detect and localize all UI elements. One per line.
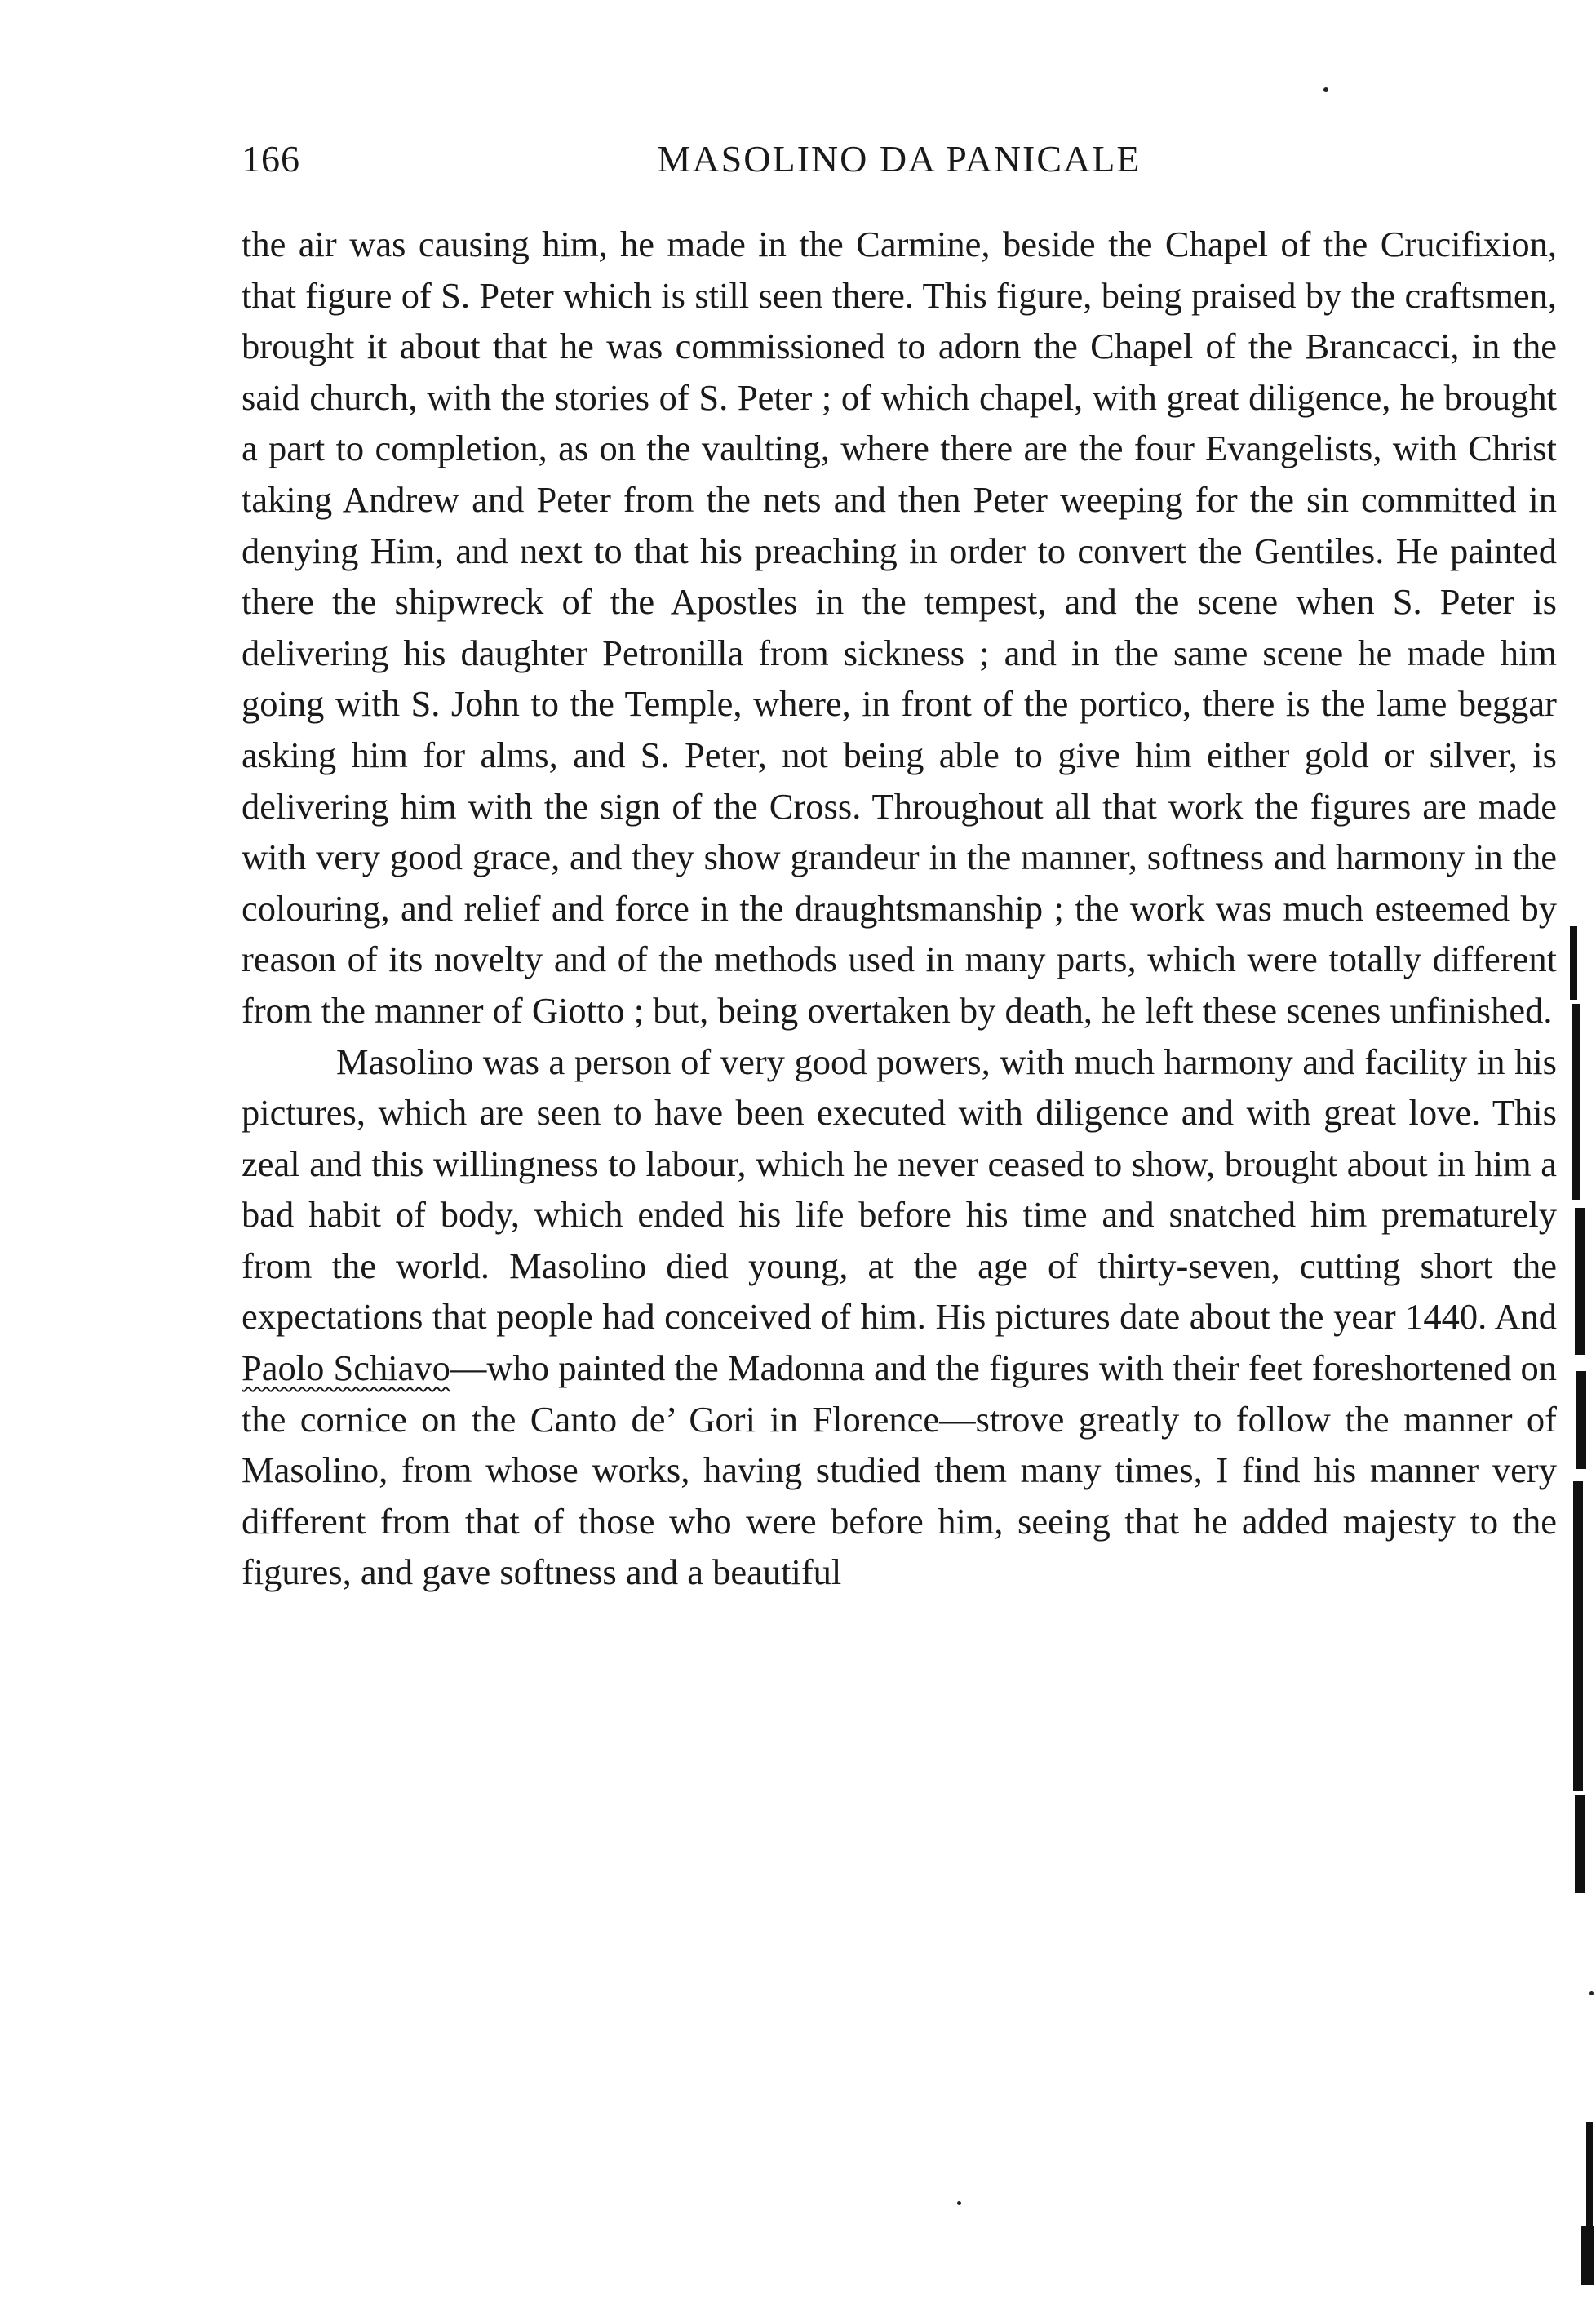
paragraph-text: —who painted the Madonna and the figures with their feet foreshortened on the cornice on the Canto de’ Gori in Florence—strove greatly to follow the manner of Masolino, from whose works, having studied them many times, I find his manner very different from that of those who were before him, seeing that he added majesty to the figures, and gave softness and a beautiful bbox=[242, 1347, 1557, 1593]
page-number: 166 bbox=[242, 138, 300, 180]
page-header bbox=[242, 137, 1557, 194]
paragraph bbox=[242, 1036, 1557, 1599]
scan-edge-mark bbox=[1581, 2226, 1594, 2285]
scan-edge-mark bbox=[1575, 1208, 1585, 1355]
paragraph-text: Masolino was a person of very good powers, with much harmony and facility in his pictures, which are seen to have been executed with diligence and with great love. This zeal and this willingness to labour, which he never ceased to show, brought about in him a bad habit of body, which ended his life before his time and snatched him prematurely from the world. Masolino died young, at the age of thirty-seven, cutting short the expectations that people had conceived of him. His pictures date about the year 1440. And bbox=[242, 1041, 1557, 1338]
underlined-name: Paolo Schiavo bbox=[242, 1347, 450, 1389]
scan-edge-mark bbox=[1575, 1795, 1585, 1893]
scan-speck bbox=[1323, 87, 1328, 92]
scan-edge-mark bbox=[1586, 2122, 1593, 2228]
running-title: MASOLINO DA PANICALE bbox=[657, 138, 1142, 180]
scan-edge-mark bbox=[1572, 1004, 1580, 1200]
scan-speck bbox=[1589, 1991, 1594, 1995]
paragraph: the air was causing him, he made in the Carmine, beside the Chapel of the Crucifixion, that figure of S. Peter which is still seen there. This figure, being praised by the craftsmen, brought it about that he was commissioned to adorn the Chapel of the Brancacci, in the said church, with the stories of S. Peter ; of which chapel, with great diligence, he brought a part to completion, as on the vaulting, where there are the four Evangelists, with Christ taking Andrew and Peter from the nets and then Peter weeping for the sin committed in denying Him, and next to that his preaching in order to convert the Gentiles. He painted there the shipwreck of the Apostles in the tempest, and the scene when S. Peter is delivering his daughter Petronilla from sickness ; and in the same scene he made him going with S. John to the Temple, where, in front of the portico, there is the lame beggar asking him for alms, and S. Peter, not being able to give him either gold or silver, is delivering him with the sign of the Cross. Throughout all that work the figures are made with very good grace, and they show grandeur in the manner, softness and harmony in the colouring, and relief and force in the draughtsmanship ; the work was much esteemed by reason of its novelty and of the methods used in many parts, which were totally different from the manner of Giotto ; but, being overtaken by death, he left these scenes unfinished. bbox=[242, 224, 1557, 1031]
body-text bbox=[242, 219, 1557, 1598]
scan-edge-mark bbox=[1573, 1481, 1583, 1791]
scan-speck bbox=[957, 2201, 961, 2205]
scan-edge-mark bbox=[1570, 926, 1577, 1000]
scan-edge-mark bbox=[1576, 1371, 1586, 1469]
